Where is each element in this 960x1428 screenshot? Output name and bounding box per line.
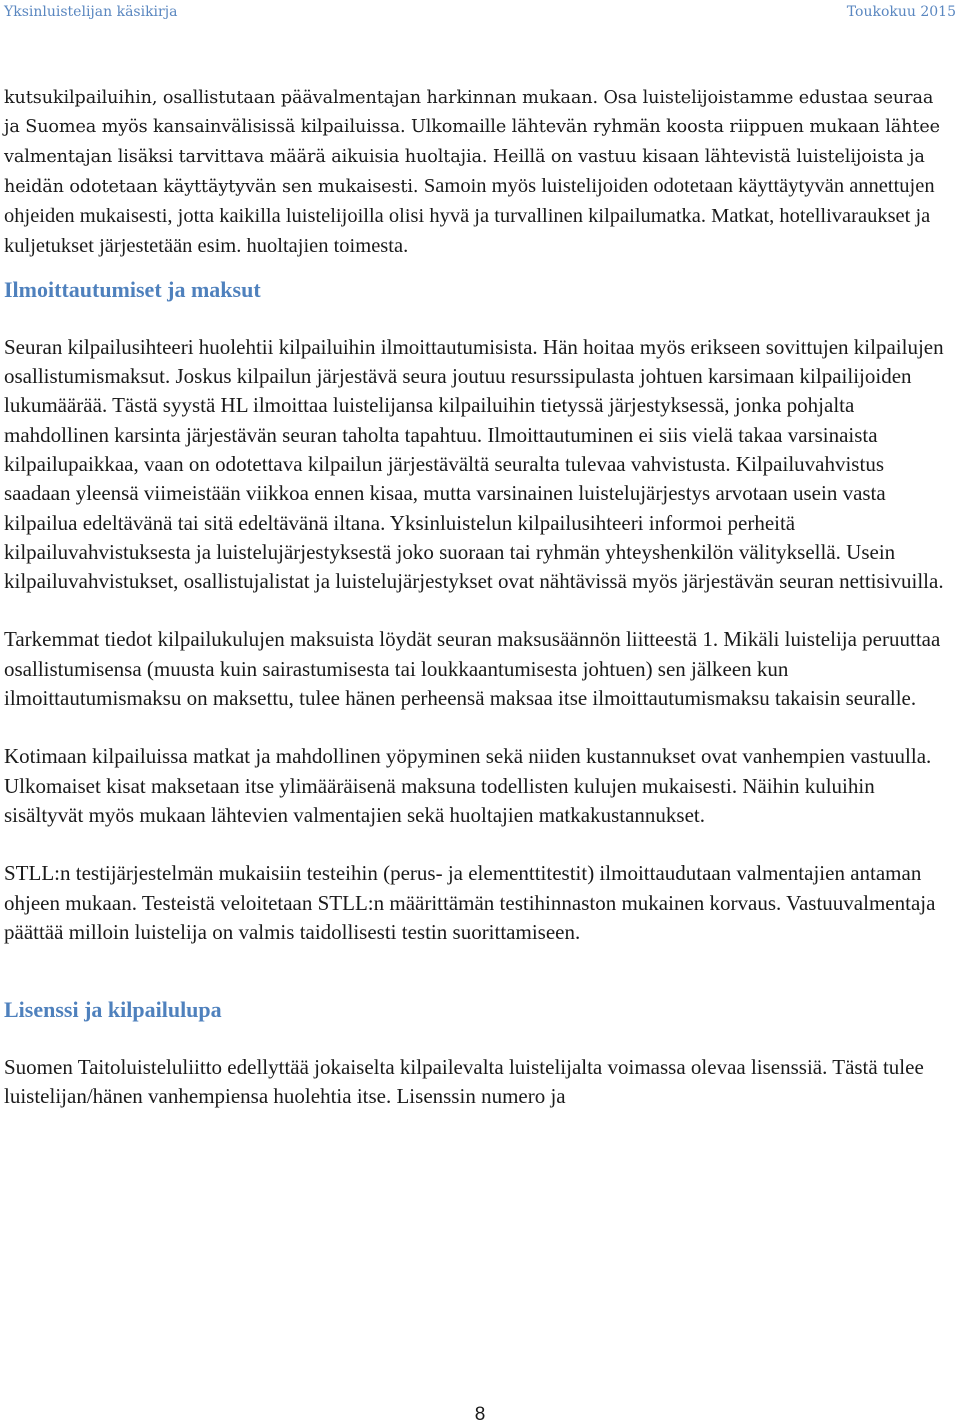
document-title: Yksinluistelijan käsikirja [4,4,178,20]
heading-license: Lisenssi ja kilpailulupa [4,997,222,1023]
license-paragraph: Suomen Taitoluisteluliitto edellyttää jokaiselta kilpailevalta luistelijalta voimassa olevaa lisenssiä. Tästä tulee luistelijan/hänen vanhempiensa huolehtia itse. Lisenssin numero ja [4,1055,924,1109]
page-header [4,4,956,24]
document-date: Toukokuu 2015 [846,4,956,20]
page-number: 8 [474,1404,486,1425]
tests-paragraph: STLL:n testijärjestelmän mukaisiin testeihin (perus- ja elementtitestit) ilmoittaudutaan valmentajien antaman ohjeen mukaan. Testeistä veloitetaan STLL:n määrittämän testihinnaston mukainen korvaus. Vastuuvalmentaja päättää milloin luistelija on valmis taidollisesti testin suorittamiseen. [4,861,936,944]
registration-paragraph: Seuran kilpailusihteeri huolehtii kilpailuihin ilmoittautumisista. Hän hoitaa myös erikseen sovittujen kilpailujen osallistumismaksut. Joskus kilpailun järjestävä seura joutuu resurssipulasta johtuen karsimaan kilpailijoiden lukumäärää. Tästä syystä HL ilmoittaa luistelijansa kilpailuihin tietyssä järjestyksessä, jonka pohjalta mahdollinen karsinta järjestävän seuran taholta tapahtuu. Ilmoittautuminen ei siis vielä takaa varsinaista kilpailupaikkaa, vaan on odotettava kilpailun järjestävältä seuralta tulevaa vahvistusta. Kilpailuvahvistus saadaan yleensä viimeistään viikkoa ennen kisaa, mutta varsinainen luistelujärjestys arvotaan usein vasta kilpailua edeltävänä tai sitä edeltävänä iltana. Yksinluistelun kilpailusihteeri informoi perheitä kilpailuvahvistuksesta ja luistelujärjestyksestä joko suoraan tai ryhmän yhteyshenkilön välityksellä. Usein kilpailuvahvistukset, osallistujalistat ja luistelujärjestykset ovat nähtävissä myös järjestävän seuran nettisivuilla. [4,334,944,594]
page-content [4,84,954,1112]
intro-text: kutsukilpailuihin, osallistutaan päävalmentajan harkinnan mukaan. Osa luistelijoistamme edustaa seuraa ja Suomea myös kansainvälisissä kilpailuissa. Ulkomaille lähtevän ryhmän koosta riippuen mukaan lähtee valmentajan lisäksi tarvittava määrä aikuisia huoltajia. Heillä on vastuu kisaan lähtevistä luistelijoista ja heidän odotetaan käyttäytyvän sen mukaisesti. [4,88,940,197]
heading-registration: Ilmoittautumiset ja maksut [4,276,261,302]
intro-text-cont: Samoin myös luistelijoiden odotetaan käyttäytyvän annettujen ohjeiden mukaisesti, jotta kaikilla luistelijoilla olisi hyvä ja turvallinen kilpailumatka. Matkat, hotellivaraukset ja kuljetukset järjestetään esim. huoltajien toimesta. [4,174,935,258]
fees-paragraph: Tarkemmat tiedot kilpailukulujen maksuista löydät seuran maksusäännön liitteestä 1. Mikäli luistelija peruuttaa osallistumisensa (muusta kuin sairastumisesta tai loukkaantumisesta johtuen) sen jälkeen kun ilmoittautumismaksu on maksettu, tulee hänen perheensä maksaa itse ilmoittautumismaksu takaisin seuralle. [4,627,941,711]
intro-paragraph [4,84,954,263]
travel-paragraph: Kotimaan kilpailuissa matkat ja mahdollinen yöpyminen sekä niiden kustannukset ovat vanhempien vastuulla. Ulkomaiset kisat maksetaan itse ylimääräisenä maksuna todellisten kulujen mukaisesti. Näihin kuluihin sisältyvät myös mukaan lähtevien valmentajien sekä huoltajien matkakustannukset. [4,744,932,827]
